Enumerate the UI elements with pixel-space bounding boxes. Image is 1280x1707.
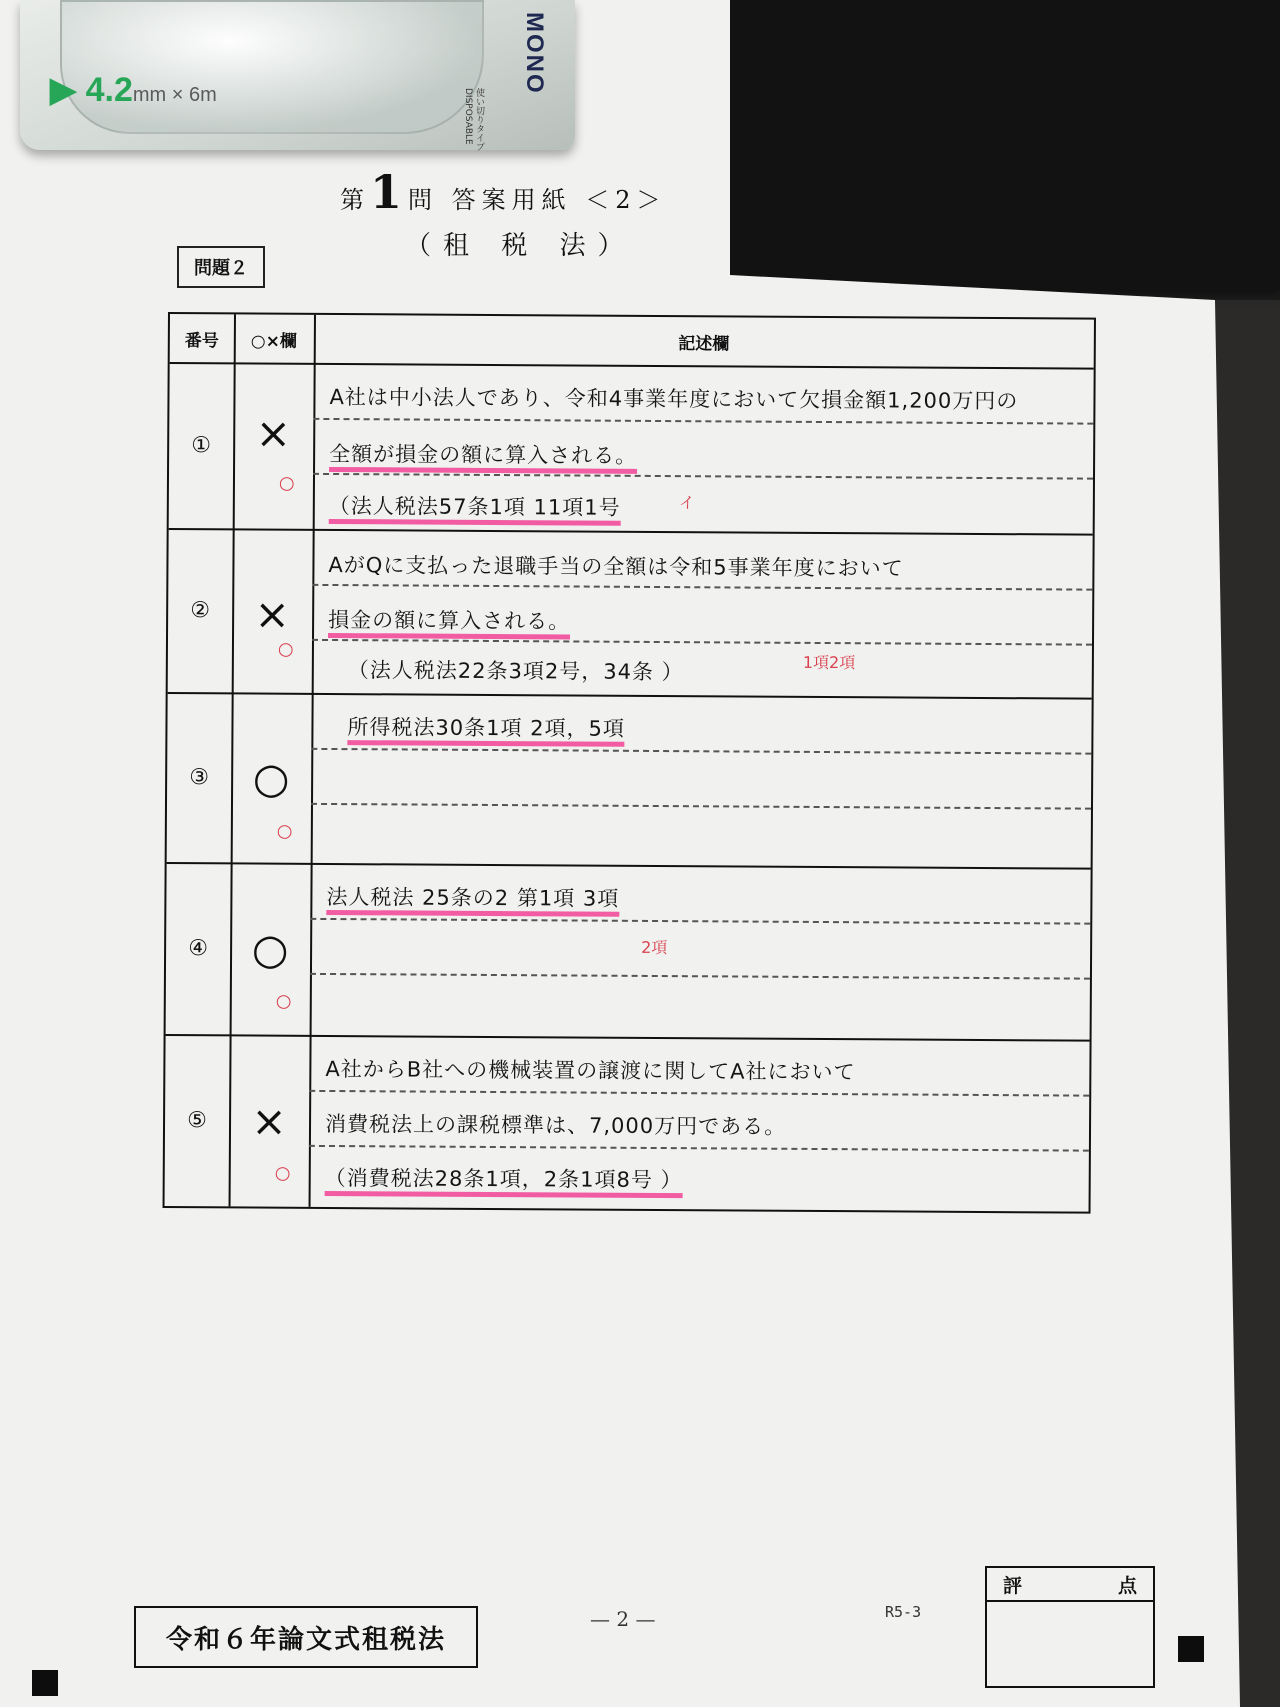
- answer-mark: ×: [255, 408, 292, 458]
- answer-line: A社は中小法人であり、令和4事業年度において欠損金額1,200万円の: [329, 384, 1019, 414]
- answer-line: 損金の額に算入される。: [328, 604, 570, 635]
- registration-mark: [1178, 1636, 1204, 1662]
- answer-line: 法人税法 25条の2 第1項 3項: [326, 881, 619, 913]
- answer-line: 消費税法上の課税標準は、7,000万円である。: [324, 1111, 787, 1139]
- answer-line: （消費税法28条1項，2条1項8号 ）: [325, 1162, 683, 1194]
- sheet-code: R5-3: [885, 1603, 922, 1621]
- tape-dispenser: [60, 0, 484, 134]
- grade-mark: ○: [276, 820, 293, 842]
- writing-line: [309, 1090, 1089, 1097]
- row-number: ⑤: [187, 1107, 207, 1133]
- writing-line: [313, 418, 1093, 425]
- grade-mark: ○: [277, 638, 294, 660]
- grade-mark: ○: [278, 472, 295, 494]
- header-mark: ○×欄: [250, 331, 297, 352]
- writing-line: [312, 584, 1092, 591]
- tape-brand: MONO: [521, 12, 548, 95]
- writing-line: [311, 803, 1091, 810]
- red-correction: 1項2項: [802, 652, 856, 673]
- tape-size-label: ▶ 4.2mm × 6m: [50, 71, 217, 109]
- writing-line: [313, 473, 1093, 480]
- header-description: 記述欄: [678, 333, 730, 354]
- grade-mark: ○: [275, 990, 292, 1012]
- answer-line: AがQに支払った退職手当の全額は令和5事業年度において: [328, 552, 904, 581]
- answer-mark: ×: [251, 1096, 287, 1146]
- row-number: ②: [190, 597, 211, 623]
- answer-line: 全額が損金の額に算入される。: [329, 438, 637, 470]
- red-correction: イ: [678, 493, 695, 513]
- answer-line: A社からB社への機械装置の譲渡に関してA社において: [325, 1056, 856, 1085]
- score-label: 点: [1117, 1574, 1137, 1597]
- black-folder: [720, 0, 1280, 290]
- correction-tape: [0, 0, 580, 165]
- answer-line: 所得税法30条1項 2項，5項: [347, 711, 625, 743]
- writing-line: [311, 748, 1091, 755]
- row-number: ③: [189, 764, 210, 790]
- question-label: 問題２: [177, 246, 265, 288]
- writing-line: [309, 1145, 1089, 1152]
- table-header: [170, 314, 1094, 370]
- score-box: [985, 1566, 1155, 1688]
- row-number: ④: [188, 935, 209, 961]
- table-row: [166, 862, 1091, 1042]
- answer-mark: ○: [252, 753, 290, 803]
- registration-mark: [32, 1670, 58, 1696]
- table-row: [165, 1034, 1090, 1212]
- answer-line: （法人税法57条1項 11項1号: [329, 490, 621, 522]
- exam-title: 令和６年論文式租税法: [134, 1606, 478, 1668]
- tape-type-label: 使い切りタイプ DISPOSABLE: [463, 88, 484, 151]
- table-row: [167, 692, 1092, 870]
- answer-line: （法人税法22条3項2号，34条 ）: [347, 658, 684, 685]
- answer-mark: ○: [251, 924, 289, 974]
- sheet-subtitle: （租 税 法）: [405, 231, 636, 261]
- table-row: [169, 362, 1094, 536]
- row-number: ①: [191, 432, 212, 458]
- red-correction: 2項: [641, 937, 668, 958]
- sheet-title: 第1問 答案用紙 ＜2＞: [340, 165, 667, 219]
- score-header: [987, 1568, 1153, 1602]
- answer-mark: ×: [254, 589, 290, 639]
- writing-line: [310, 973, 1090, 980]
- writing-line: [310, 918, 1090, 925]
- score-label: 評: [1003, 1574, 1023, 1597]
- table-row: [168, 528, 1093, 700]
- writing-line: [312, 639, 1092, 646]
- grade-mark: ○: [274, 1162, 291, 1184]
- page-number: — 2 —: [590, 1607, 656, 1631]
- answer-table: [163, 312, 1096, 1214]
- header-number: 番号: [184, 330, 219, 351]
